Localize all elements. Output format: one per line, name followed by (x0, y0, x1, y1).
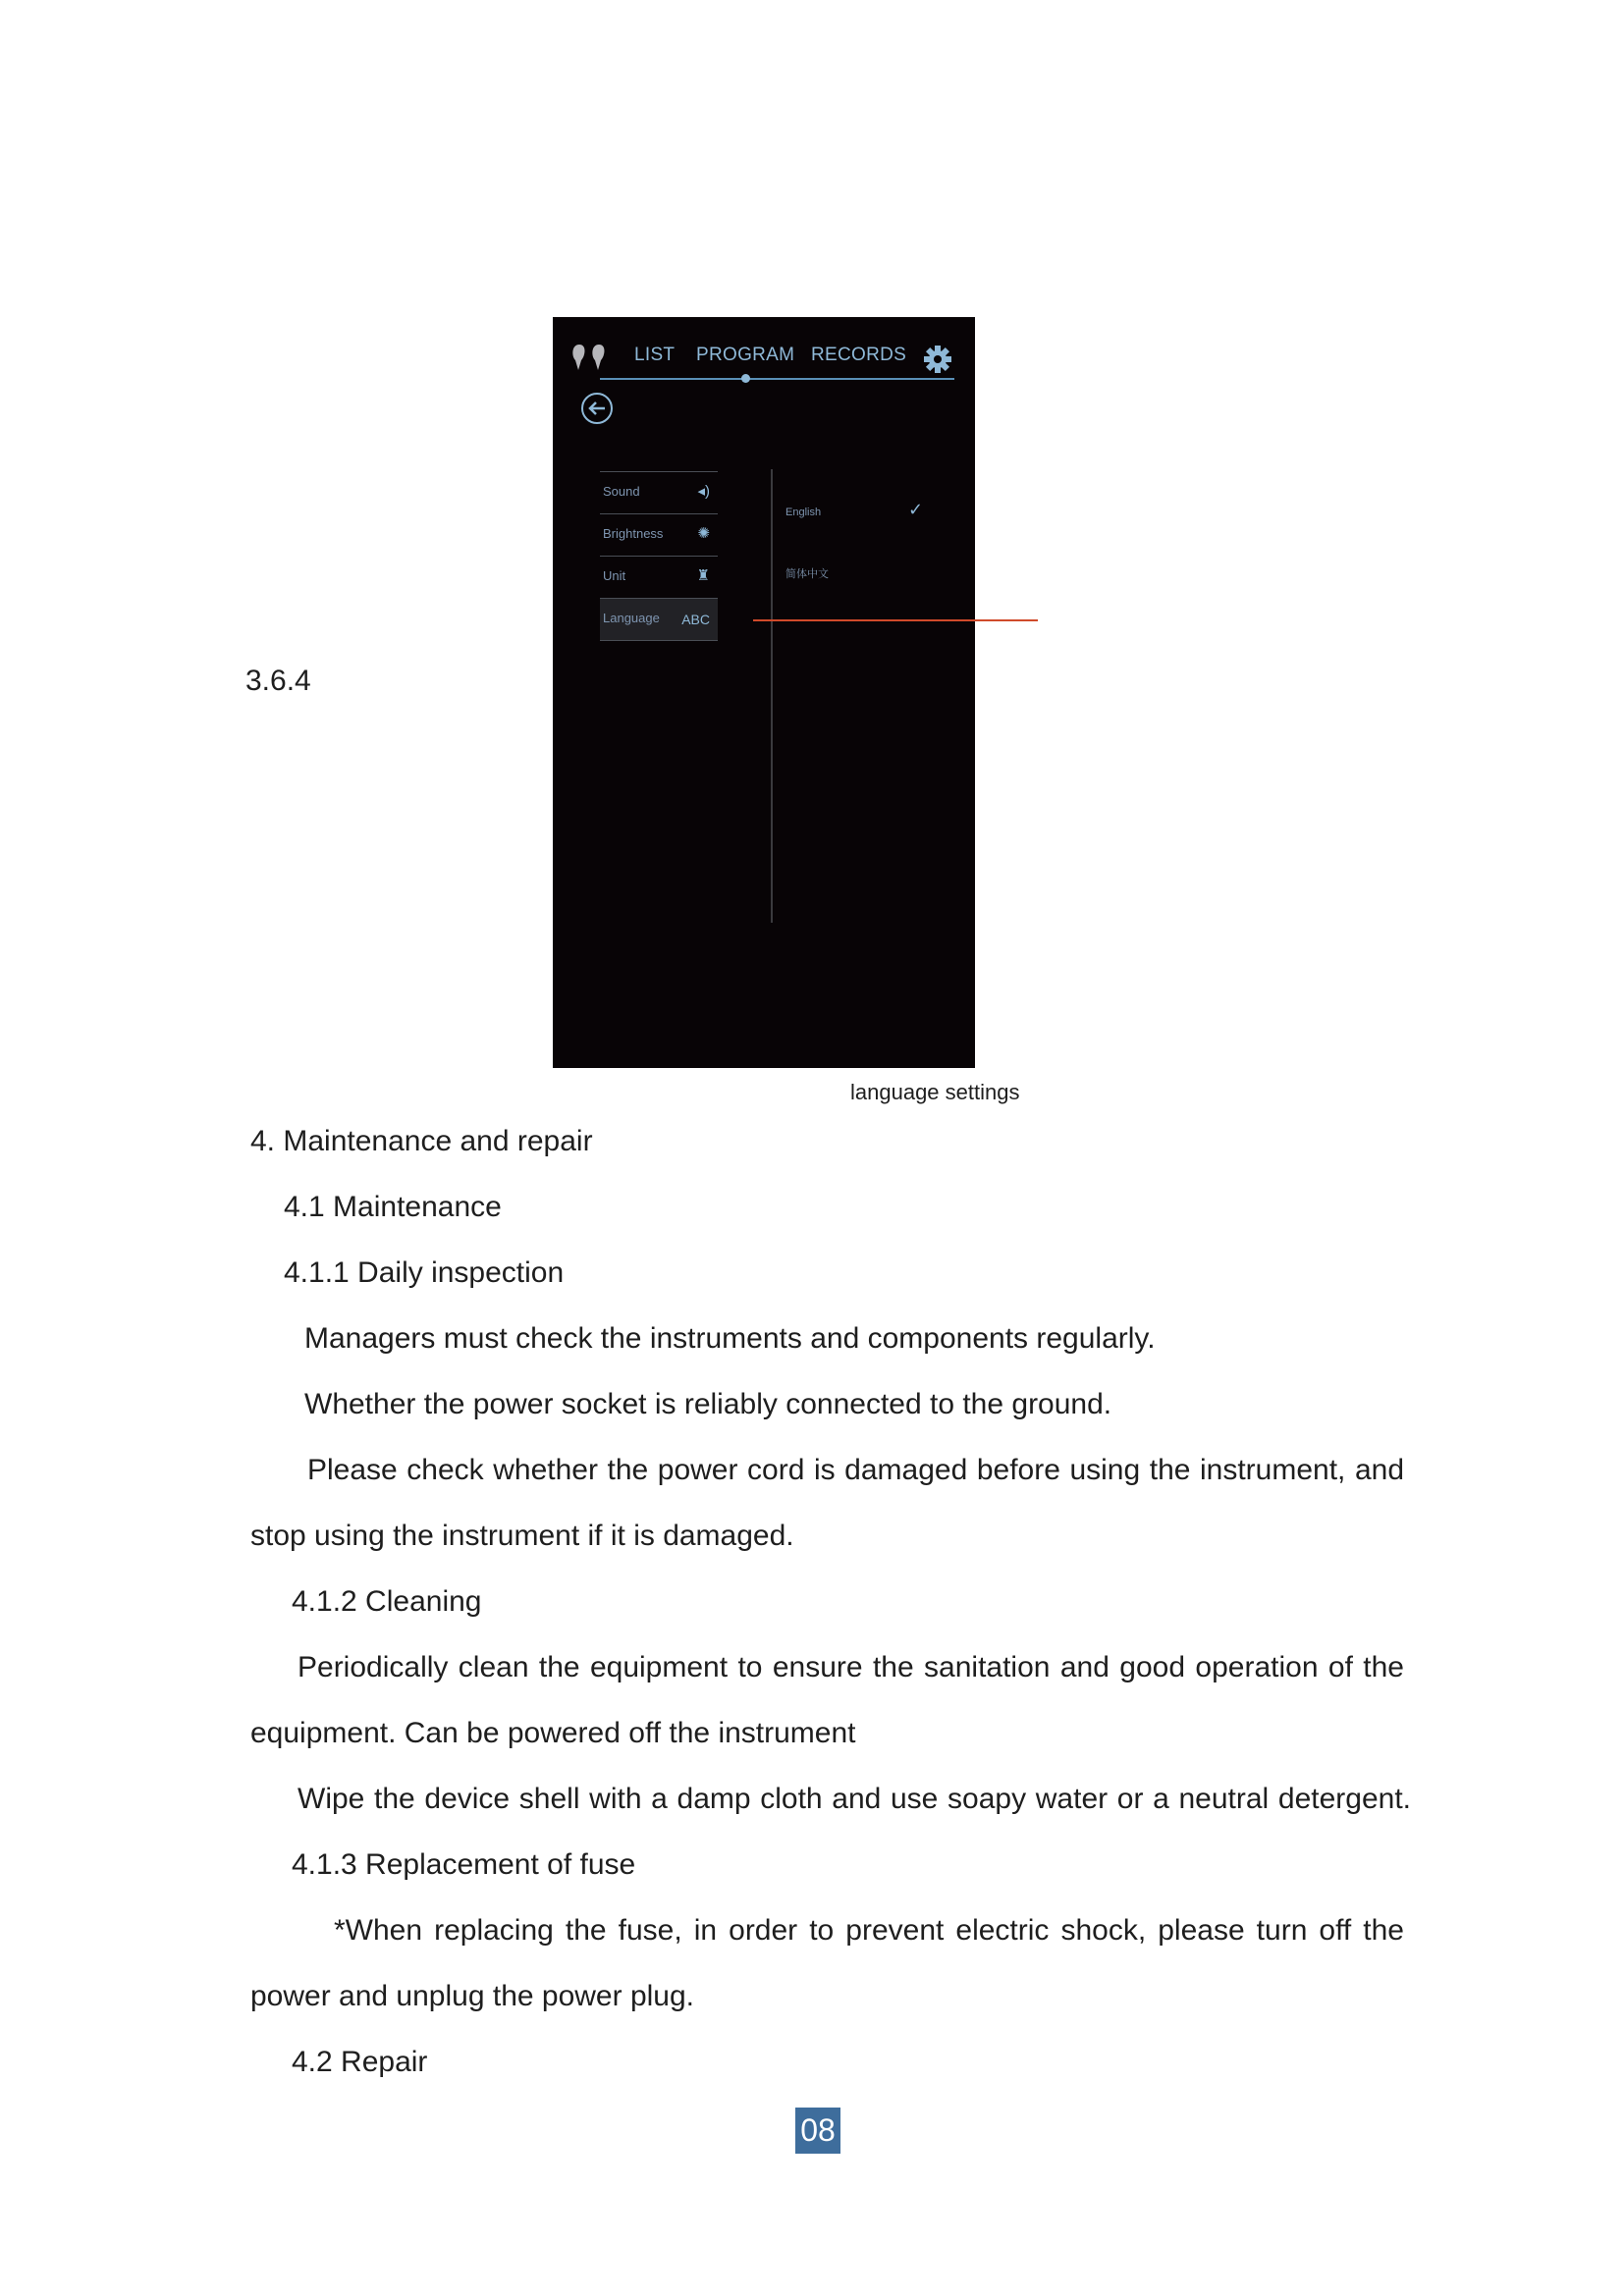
tab-program[interactable]: PROGRAM (696, 345, 795, 365)
heading-fuse: 4.1.3 Replacement of fuse (292, 1848, 636, 1881)
heading-maintenance: 4.1 Maintenance (284, 1191, 502, 1223)
language-option-chinese[interactable]: 简体中文 (785, 568, 829, 580)
menu-item-label: Language (603, 611, 660, 625)
brightness-icon: ✺ (697, 525, 710, 542)
tab-records[interactable]: RECORDS (811, 345, 907, 365)
menu-item-sound[interactable] (600, 471, 718, 513)
paragraph-wipe: Wipe the device shell with a damp cloth and use soapy water or a neutral detergent. (298, 1783, 1411, 1815)
unit-icon: ♜ (696, 567, 710, 584)
paragraph-fuse-line1: *When replacing the fuse, in order to prevent electric shock, please turn off the (334, 1914, 1404, 1947)
heading-cleaning: 4.1.2 Cleaning (292, 1585, 482, 1618)
paragraph-cord-line2: stop using the instrument if it is damaged. (250, 1520, 794, 1552)
menu-item-label: Sound (603, 484, 640, 499)
section-number: 3.6.4 (245, 665, 311, 697)
nav-active-indicator (741, 374, 750, 383)
heading-maintenance-repair: 4. Maintenance and repair (250, 1125, 593, 1157)
nav-underline (600, 378, 954, 380)
panel-divider (771, 469, 773, 923)
back-arrow-icon[interactable] (579, 391, 615, 426)
callout-line (753, 619, 1038, 621)
heading-daily-inspection: 4.1.1 Daily inspection (284, 1256, 565, 1289)
figure-caption: language settings (850, 1080, 1020, 1104)
paragraph-clean-line2: equipment. Can be powered off the instrument (250, 1717, 856, 1749)
menu-item-language[interactable] (600, 598, 718, 641)
menu-item-label: Unit (603, 568, 626, 583)
gear-icon[interactable] (923, 345, 952, 374)
page-number: 08 (795, 2108, 840, 2154)
paragraph-fuse-line2: power and unplug the power plug. (250, 1980, 694, 2012)
logo-icon (569, 341, 613, 374)
speaker-icon: ◂) (697, 483, 710, 500)
menu-item-brightness[interactable] (600, 513, 718, 556)
paragraph-cord-line1: Please check whether the power cord is damaged before using the instrument, and (307, 1454, 1404, 1486)
abc-icon: ABC (681, 612, 710, 627)
check-icon: ✓ (908, 500, 924, 519)
menu-item-unit[interactable] (600, 556, 718, 598)
top-nav (553, 339, 975, 378)
menu-item-label: Brightness (603, 526, 664, 541)
paragraph-clean-line1: Periodically clean the equipment to ensure the sanitation and good operation of the (298, 1651, 1404, 1683)
heading-repair: 4.2 Repair (292, 2046, 428, 2078)
paragraph-socket: Whether the power socket is reliably connected to the ground. (304, 1388, 1112, 1420)
tab-list[interactable]: LIST (634, 345, 676, 365)
device-screenshot (553, 317, 975, 1068)
language-option-english[interactable]: English (785, 507, 822, 518)
paragraph-managers: Managers must check the instruments and components regularly. (304, 1322, 1156, 1355)
